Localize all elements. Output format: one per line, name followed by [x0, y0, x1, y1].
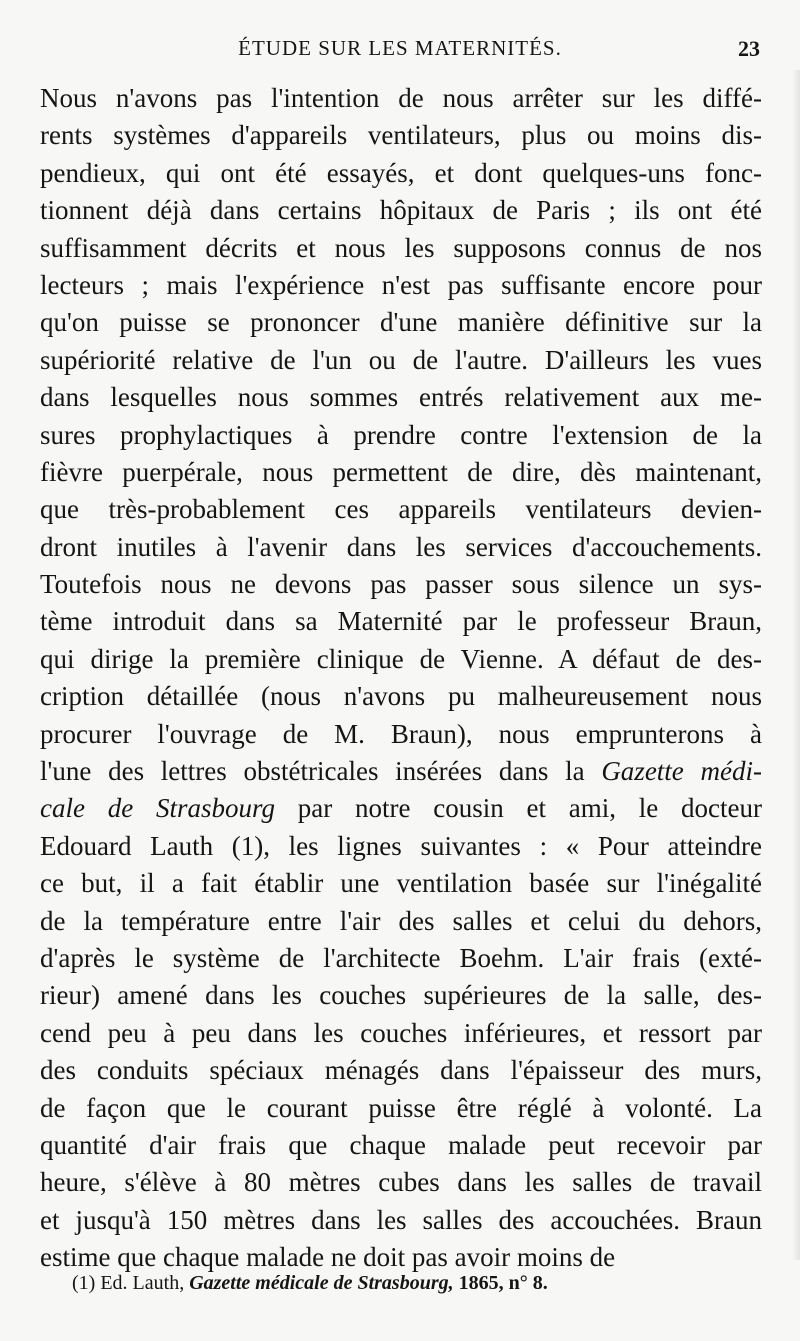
text-line: cale de Strasbourg par notre cousin et ami, le docteur	[40, 793, 762, 824]
footnote-marker: (1) Ed. Lauth,	[72, 1272, 185, 1294]
text-line: rents systèmes d'appareils ventilateurs, plus ou moins dis-	[40, 120, 762, 151]
text-line: tionnent déjà dans certains hôpitaux de Paris ; ils ont été	[40, 195, 762, 226]
page-edge-shadow	[792, 70, 800, 1260]
footnote-reference: 1865, n° 8.	[458, 1272, 548, 1294]
text-line: Nous n'avons pas l'intention de nous arrêter sur les diffé-	[40, 83, 762, 113]
text-line: qu'on puisse se prononcer d'une manière définitive sur la	[40, 307, 762, 338]
text-line: de façon que le courant puisse être réglé à volonté. La	[40, 1092, 762, 1123]
running-title: ÉTUDE SUR LES MATERNITÉS.	[238, 36, 562, 60]
italic-text: cale de Strasbourg	[40, 793, 276, 824]
running-header	[40, 36, 760, 76]
text-line: Edouard Lauth (1), les lignes suivantes : « Pour atteindre	[40, 830, 762, 861]
body-text	[40, 80, 762, 1277]
text-line: lecteurs ; mais l'expérience n'est pas suffisante encore pour	[40, 269, 762, 300]
text-line: qui dirige la première clinique de Vienne. A défaut de des-	[40, 643, 762, 674]
text-line: cend peu à peu dans les couches inférieures, et ressort par	[40, 1017, 762, 1048]
footnote-title: Gazette médicale de Strasbourg,	[189, 1272, 454, 1294]
text-line: des conduits spéciaux ménagés dans l'épaisseur des murs,	[40, 1055, 762, 1086]
page-number: 23	[738, 36, 760, 61]
text-line: dront inutiles à l'avenir dans les services d'accouchements.	[40, 531, 762, 562]
text-line: ce but, il a fait établir une ventilation basée sur l'inégalité	[40, 868, 762, 899]
text-line: dans lesquelles nous sommes entrés relativement aux me-	[40, 382, 762, 413]
text-line: Toutefois nous ne devons pas passer sous silence un sys-	[40, 569, 762, 600]
text-line: l'une des lettres obstétricales insérées dans la Gazette médi-	[40, 756, 762, 787]
text-line: sures prophylactiques à prendre contre l'extension de la	[40, 419, 762, 450]
text-line: que très-probablement ces appareils ventilateurs devien-	[40, 494, 762, 525]
text-line: cription détaillée (nous n'avons pu malheureusement nous	[40, 681, 762, 712]
text-line: rieur) amené dans les couches supérieures de la salle, des-	[40, 980, 762, 1011]
text-line: estime que chaque malade ne doit pas avoir moins de	[40, 1242, 616, 1273]
text-line: tème introduit dans sa Maternité par le professeur Braun,	[40, 606, 762, 637]
text-line: procurer l'ouvrage de M. Braun), nous emprunterons à	[40, 718, 762, 749]
footnote	[72, 1272, 548, 1295]
text-line: et jusqu'à 150 mètres dans les salles des accouchées. Braun	[40, 1204, 762, 1235]
text-line: fièvre puerpérale, nous permettent de dire, dès maintenant,	[40, 456, 762, 487]
text-line: suffisamment décrits et nous les supposons connus de nos	[40, 232, 762, 263]
text-line: supériorité relative de l'un ou de l'autre. D'ailleurs les vues	[40, 344, 762, 375]
text-line: de la température entre l'air des salles et celui du dehors,	[40, 905, 762, 936]
text-line: quantité d'air frais que chaque malade peut recevoir par	[40, 1129, 762, 1160]
italic-text: Gazette médi-	[601, 756, 762, 787]
text-line: heure, s'élève à 80 mètres cubes dans les salles de travail	[40, 1167, 762, 1198]
text-line: pendieux, qui ont été essayés, et dont quelques-uns fonc-	[40, 157, 762, 188]
text-line: d'après le système de l'architecte Boehm. L'air frais (exté-	[40, 942, 762, 973]
